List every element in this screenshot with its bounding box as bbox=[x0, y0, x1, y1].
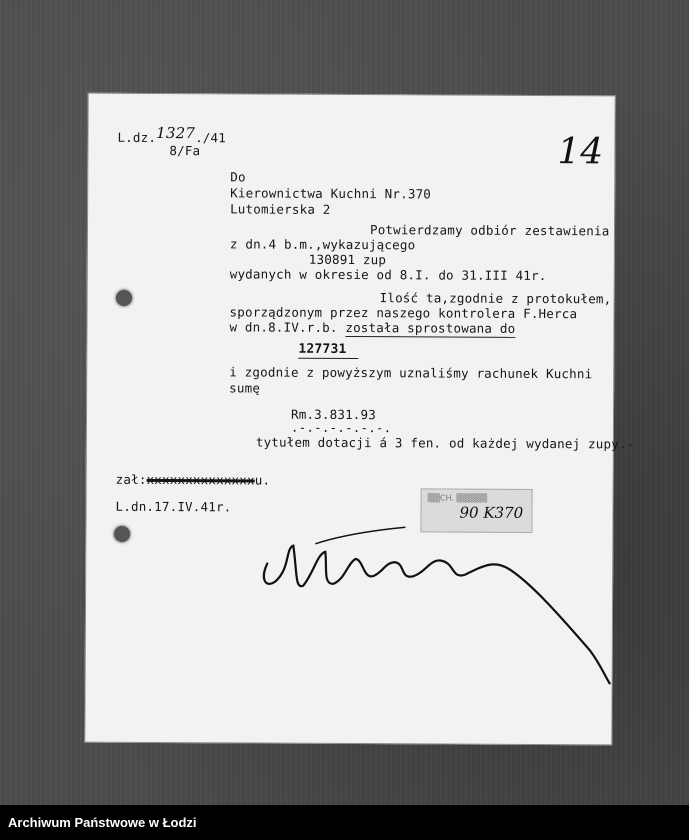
stamp-handwriting: 90 K370 bbox=[459, 503, 524, 522]
reference-suffix: ./41 bbox=[195, 130, 227, 146]
signature-flourish bbox=[315, 527, 405, 544]
paragraph4: tytułem dotacji á 3 fen. od każdej wydanej zupy.- bbox=[255, 434, 635, 452]
enclosure-end: u. bbox=[254, 472, 271, 488]
addressee-line-1: Do bbox=[230, 169, 246, 185]
soup-count: 130891 zup bbox=[308, 251, 387, 268]
enclosure-struck-text: xxxxxxxxxxxxxx bbox=[146, 471, 255, 488]
addressee-line-2: Kierownictwa Kuchni Nr.370 bbox=[230, 185, 432, 202]
reference-department: 8/Fa bbox=[169, 143, 201, 159]
archive-footer bbox=[0, 805, 689, 840]
paragraph2-line3-start: w dn.8.IV.r.b. bbox=[229, 319, 346, 335]
signature-stroke bbox=[263, 546, 610, 684]
paragraph2-line2: sporządzonym przez naszego kontrolera F.Herca bbox=[229, 304, 578, 322]
reference-label: L.dz. bbox=[117, 129, 157, 145]
document-page bbox=[84, 93, 635, 746]
paragraph1-line4: wydanych w okresie od 8.I. do 31.III 41r. bbox=[229, 266, 547, 284]
paragraph3-line1: i zgodnie z powyższym uznaliśmy rachunek Kuchni bbox=[229, 364, 593, 382]
handwritten-page-number: 14 bbox=[557, 131, 604, 173]
paragraph2-line1: Ilość ta,zgodnie z protokułem, bbox=[379, 290, 612, 307]
enclosure-line bbox=[116, 472, 271, 488]
amount-dashes: .-.-.-.-.-.-. bbox=[290, 419, 392, 436]
signature bbox=[254, 524, 615, 726]
corrected-number: 127731 bbox=[298, 342, 358, 357]
date-line: L.dn.17.IV.41r. bbox=[115, 498, 232, 515]
punch-hole-bottom bbox=[114, 526, 130, 542]
paragraph2-line3 bbox=[229, 319, 515, 335]
paragraph1-line2: z dn.4 b.m.,wykazującego bbox=[229, 236, 416, 253]
stamp-faded-text: ▒▒CH. ▒▒▒▒▒ bbox=[427, 493, 488, 503]
archive-name: Archiwum Państwowe w Łodzi bbox=[8, 815, 197, 830]
amount: Rm.3.831.93 bbox=[290, 406, 377, 423]
reference-handwritten-number: 1327 bbox=[156, 123, 196, 143]
addressee-line-3: Lutomierska 2 bbox=[230, 201, 331, 217]
paragraph2-underlined: została sprostowana do bbox=[345, 319, 516, 336]
paragraph3-line2: sumę bbox=[229, 380, 261, 396]
enclosure-label: zał: bbox=[115, 471, 147, 487]
paragraph1-line1: Potwierdzamy odbiór zestawienia bbox=[369, 222, 610, 239]
punch-hole-top bbox=[116, 290, 132, 306]
